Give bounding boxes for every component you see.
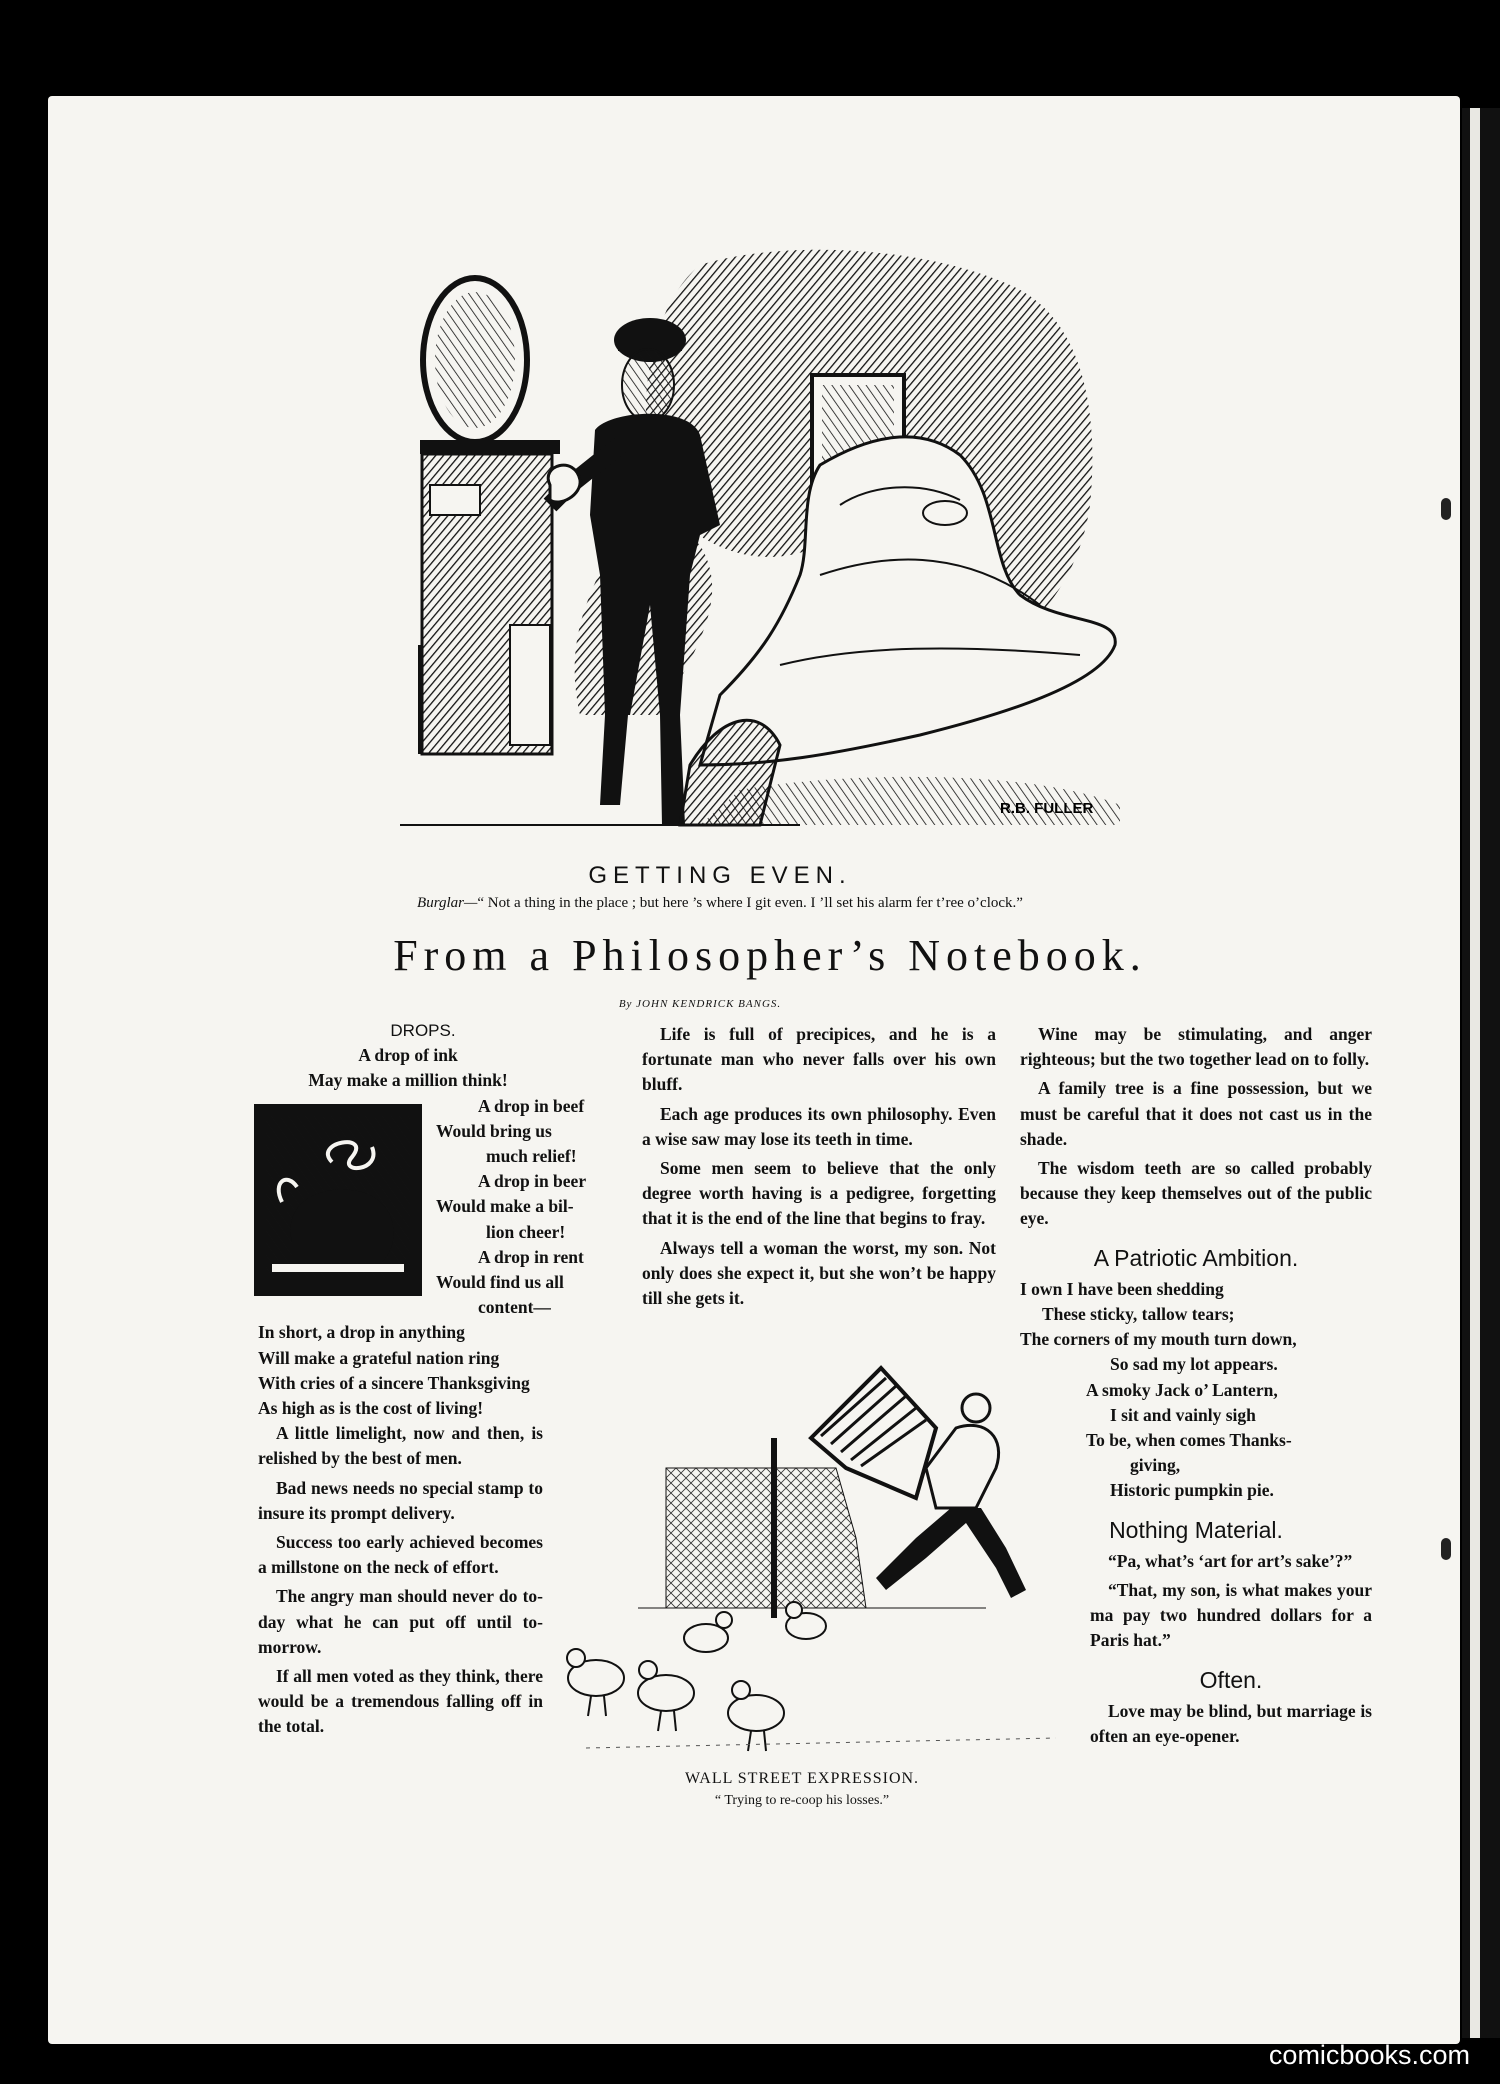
- epigram: Wine may be stimulating, and anger righteous; but the two together lead on to folly.: [1020, 1024, 1372, 1070]
- poem-line: A drop in rent: [478, 1246, 584, 1267]
- poem-line: Will make a grateful nation ring: [258, 1347, 500, 1368]
- poem-line: Historic pumpkin pie.: [1110, 1480, 1274, 1501]
- illustration-caption: [300, 895, 1140, 912]
- left-column: [258, 1018, 587, 1744]
- poem-line: As high as is the cost of living!: [258, 1398, 484, 1419]
- poem-line: The corners of my mouth turn down,: [1020, 1329, 1297, 1350]
- poem-line: To be, when comes Thanks-: [1086, 1430, 1292, 1451]
- epigram: Always tell a woman the worst, my son. Not only does she expect it, but she won’t be happy till she gets it.: [642, 1237, 996, 1309]
- illustration-caption: “ Trying to re-coop his losses.”: [714, 1793, 890, 1808]
- poem-line: A drop in beef: [478, 1095, 585, 1116]
- poem-line: A drop of ink: [358, 1045, 458, 1066]
- section-heading: Nothing Material.: [1109, 1516, 1283, 1543]
- epigram: Some men seem to believe that the only degree worth having is a pedigree, forgetting that it is the end of the line that begins to fray.: [642, 1158, 996, 1229]
- epigram: Life is full of precipices, and he is a fortunate man who never falls over his own bluff.: [642, 1024, 996, 1095]
- poem-line: A smoky Jack o’ Lantern,: [1086, 1379, 1278, 1400]
- poem-line: giving,: [1130, 1455, 1181, 1476]
- article-byline: By JOHN KENDRICK BANGS.: [618, 998, 782, 1010]
- middle-column: [642, 1022, 996, 1315]
- poem-line: These sticky, tallow tears;: [1042, 1304, 1235, 1325]
- dialogue: “That, my son, is what makes your ma pay two hundred dollars for a Paris hat.”: [1090, 1580, 1372, 1651]
- epigram: The wisdom teeth are so called probably because they keep themselves out of the public eye.: [1020, 1158, 1372, 1229]
- poem-line: So sad my lot appears.: [1110, 1354, 1278, 1375]
- illustration-caption-title: WALL STREET EXPRESSION.: [684, 1770, 920, 1787]
- section-heading: A Patriotic Ambition.: [1093, 1244, 1299, 1271]
- next-page-edge: [1462, 108, 1500, 2038]
- epigram: Bad news needs no special stamp to insure its prompt delivery.: [258, 1477, 543, 1523]
- sheet-edge: [1470, 108, 1480, 2038]
- poem-line: In short, a drop in anything: [258, 1322, 465, 1343]
- epigram: Love may be blind, but marriage is often an eye-opener.: [1090, 1700, 1372, 1747]
- right-column: [1020, 1022, 1372, 1753]
- poem-line: Would bring us: [436, 1120, 552, 1141]
- poem-line: Would find us all: [436, 1272, 564, 1293]
- poem-line: I sit and vainly sigh: [1110, 1404, 1256, 1425]
- turkey-woodcut-illustration: [252, 1102, 424, 1298]
- artist-signature: R.B. FULLER: [1000, 800, 1094, 817]
- poem-line: lion cheer!: [486, 1221, 566, 1242]
- site-watermark: comicbooks.com: [1268, 2040, 1470, 2070]
- poem-line: content—: [478, 1297, 551, 1318]
- section-heading: Often.: [1199, 1666, 1263, 1693]
- caption-speaker: Burglar—: [417, 895, 478, 911]
- epigram: Success too early achieved becomes a millstone on the neck of effort.: [258, 1532, 543, 1578]
- caption-quote: “ Not a thing in the place ; but here ’s where I git even. I ’ll set his alarm fer t’ree o’clock.”: [477, 895, 1023, 911]
- epigram: The angry man should never do to-day what he can put off until to-morrow.: [258, 1586, 543, 1657]
- epigram: A family tree is a fine possession, but we must be careful that it does not cast us in the shade.: [1020, 1078, 1372, 1149]
- poem-line: I own I have been shedding: [1020, 1278, 1224, 1299]
- article-title: From a Philosopher’s Notebook.: [393, 931, 1147, 980]
- poem-line: Would make a bil-: [436, 1196, 574, 1217]
- dialogue: “Pa, what’s ‘art for art’s sake’?”: [1108, 1550, 1353, 1571]
- drops-heading: DROPS.: [390, 1021, 456, 1040]
- epigram: If all men voted as they think, there would be a tremendous falling off in the total.: [258, 1666, 543, 1737]
- poem-line: much relief!: [486, 1146, 577, 1167]
- epigram: A little limelight, now and then, is relished by the best of men.: [258, 1423, 543, 1469]
- binder-hole: [1441, 1538, 1451, 1560]
- epigram: Each age produces its own philosophy. Even a wise saw may lose its teeth in time.: [642, 1103, 996, 1149]
- chicken-coop-illustration: [556, 1358, 1076, 1778]
- poem-line: May make a million think!: [308, 1070, 508, 1091]
- burglar-illustration: [400, 245, 1130, 865]
- binder-hole: [1441, 498, 1451, 520]
- illustration-caption-title: GETTING EVEN.: [588, 862, 852, 889]
- poem: [1020, 1277, 1372, 1504]
- poem-line: A drop in beer: [478, 1171, 587, 1192]
- poem-line: With cries of a sincere Thanksgiving: [258, 1372, 530, 1393]
